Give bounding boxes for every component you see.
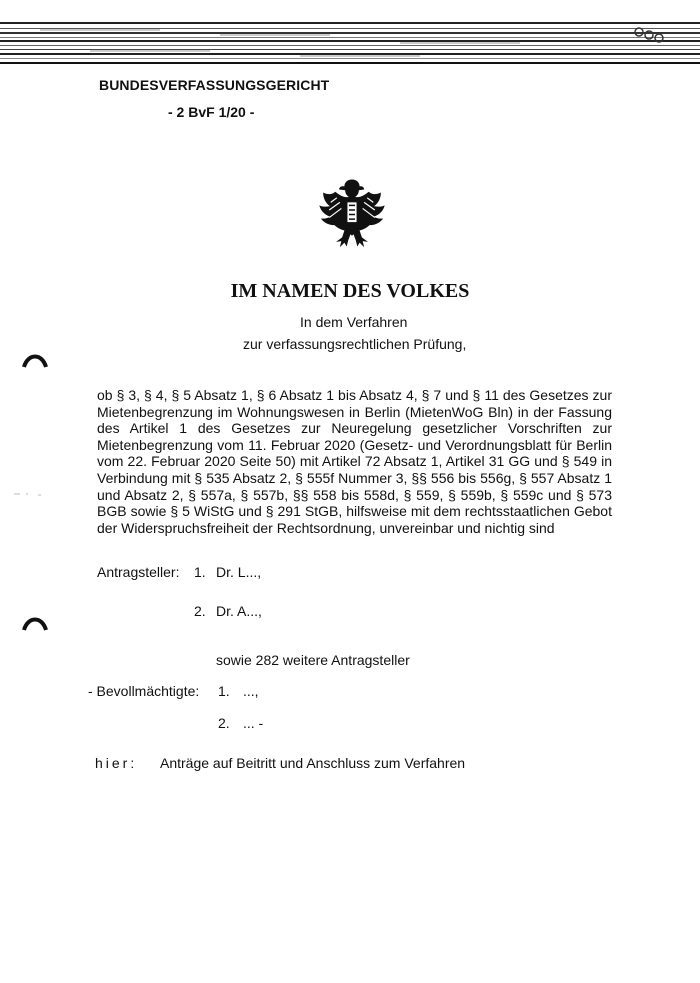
representative-number: 1. (218, 683, 230, 699)
applicants-more: sowie 282 weitere Antragsteller (216, 652, 410, 668)
representative-number: 2. (218, 715, 230, 731)
scan-specks (10, 480, 90, 510)
intro-line-2: zur verfassungsrechtlichen Prüfung, (243, 336, 467, 352)
applicant-name: Dr. L..., (216, 564, 262, 580)
page-title: IM NAMEN DES VOLKES (230, 280, 470, 302)
representative-name: ..., (243, 683, 259, 699)
representative-name: ... - (243, 715, 264, 731)
court-name: BUNDESVERFASSUNGSGERICHT (99, 77, 330, 93)
applicants-label: Antragsteller: (97, 564, 180, 580)
representatives-label: - Bevollmächtigte: (88, 683, 200, 699)
hier-label: hier: (95, 755, 138, 771)
docket-number: - 2 BvF 1/20 - (168, 104, 255, 120)
intro-line-1: In dem Verfahren (300, 314, 408, 330)
punch-mark (22, 349, 48, 369)
applicant-name: Dr. A..., (216, 603, 262, 619)
hier-text: Anträge auf Beitritt und Anschluss zum Verfahren (160, 755, 466, 771)
page-stamp (632, 22, 666, 44)
federal-eagle-icon (314, 175, 390, 251)
punch-mark (22, 612, 48, 632)
applicant-number: 1. (194, 564, 206, 580)
proceeding-question: ob § 3, § 4, § 5 Absatz 1, § 6 Absatz 1 bis Absatz 4, § 7 und § 11 des Gesetzes zur Mietenbegrenzung im Wohnungswesen in Berlin (MietenWoG Bln) in der Fassung des Artikel 1 des Gesetzes zur Neuregelung gesetzlicher Vorschriften zur Mietenbegrenzung vom 11. Februar 2020 (Gesetz- und Verordnungsblatt für Berlin vom 22. Februar 2020 Seite 50) mit Artikel 72 Absatz 1, Artikel 31 GG und § 549 in Verbindung mit § 535 Absatz 2, § 555f Nummer 3, §§ 556 bis 556g, § 557 Absatz 1 und Absatz 2, § 557a, § 557b, §§ 558 bis 558d, § 559, § 559b, § 559c und § 573 BGB sowie § 5 WiStG und § 291 StGB, hilfsweise mit dem rechtsstaatlichen Gebot der Widerspruchsfreiheit der Rechtsordnung, unvereinbar und nichtig sind (97, 387, 612, 536)
applicant-number: 2. (194, 603, 206, 619)
scan-header-band (0, 20, 700, 66)
